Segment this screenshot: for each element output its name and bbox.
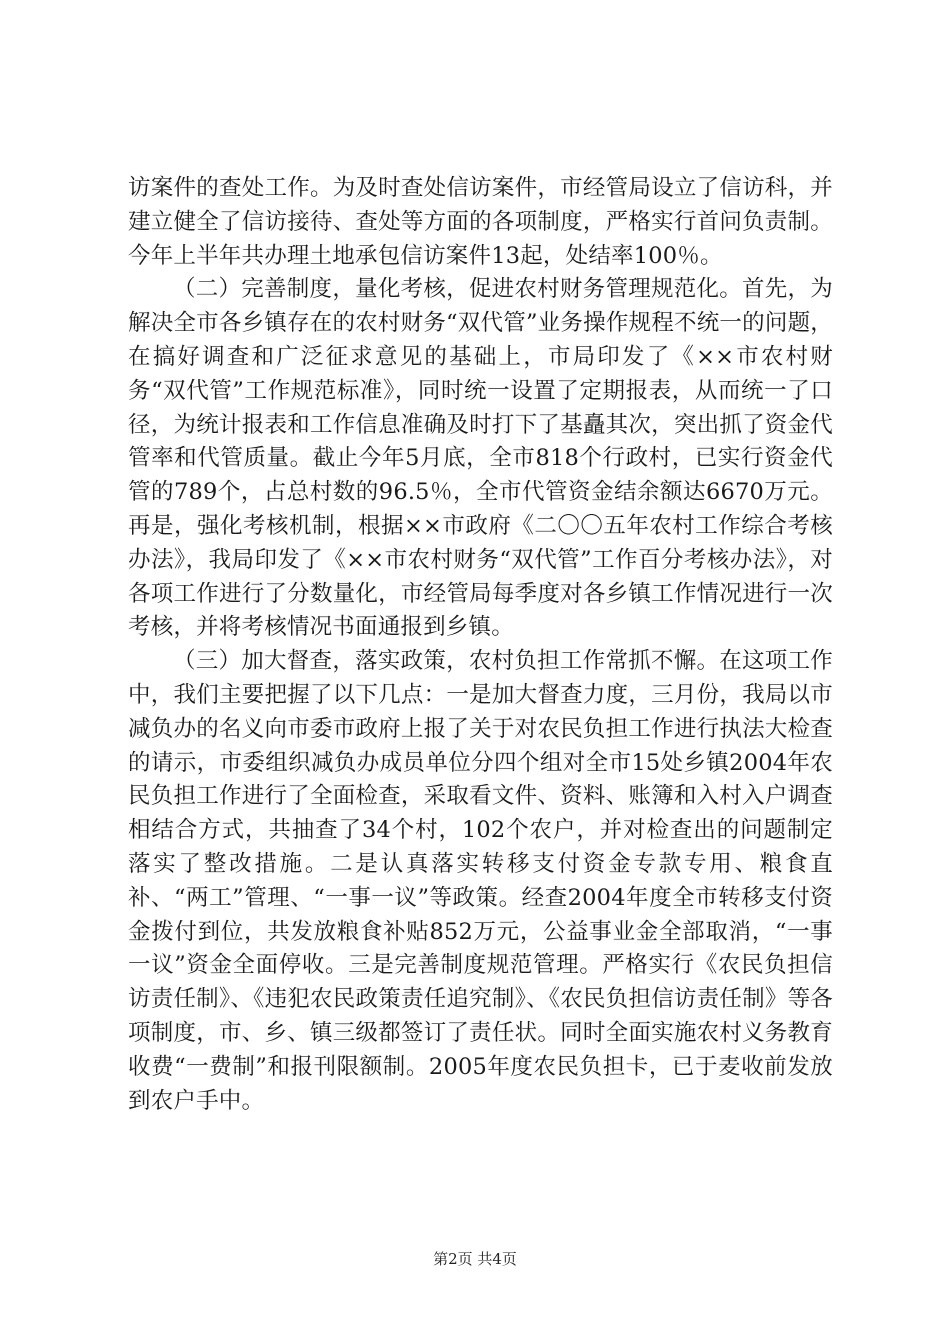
document-body (128, 172, 833, 1118)
page-footer: 第2页 共4页 (433, 1250, 517, 1268)
paragraph-continuation: 访案件的查处工作。为及时查处信访案件，市经管局设立了信访科，并建立健全了信访接待、查处等方面的各项制度，严格实行首问负责制。今年上半年共办理土地承包信访案件13起，处结率100％。 (128, 175, 833, 269)
paragraph-financial-management: （二）完善制度，量化考核，促进农村财务管理规范化。首先，为解决全市各乡镇存在的农村财务“双代管”业务操作规程不统一的问题，在搞好调查和广泛征求意见的基础上，市局印发了《××市农村财务“双代管”工作规范标准》，同时统一设置了定期报表，从而统一了口径，为统计报表和工作信息准确及时打下了基矗其次，突出抓了资金代管率和代管质量。截止今年5月底，全市818个行政村，已实行资金代管的789个，占总村数的96.5％，全市代管资金结余额达6670万元。再是，强化考核机制，根据××市政府《二〇〇五年农村工作综合考核办法》，我局印发了《××市农村财务“双代管”工作百分考核办法》，对各项工作进行了分数量化，市经管局每季度对各乡镇工作情况进行一次考核，并将考核情况书面通报到乡镇。 (128, 276, 833, 641)
paragraph-farmer-burden: （三）加大督查，落实政策，农村负担工作常抓不懈。在这项工作中，我们主要把握了以下几点：一是加大督查力度，三月份，我局以市减负办的名义向市委市政府上报了关于对农民负担工作进行执法大检查的请示，市委组织减负办成员单位分四个组对全市15处乡镇2004年农民负担工作进行了全面检查，采取看文件、资料、账簿和入村入户调查相结合方式，共抽查了34个村，102个农户，并对检查出的问题制定落实了整改措施。二是认真落实转移支付资金专款专用、粮食直补、“两工”管理、“一事一议”等政策。经查2004年度全市转移支付资金拨付到位，共发放粮食补贴852万元，公益事业金全部取消，“一事一议”资金全面停收。三是完善制度规范管理。严格实行《农民负担信访责任制》、《违犯农民政策责任追究制》、《农民负担信访责任制》等各项制度，市、乡、镇三级都签订了责任状。同时全面实施农村义务教育收费“一费制”和报刊限额制。2005年度农民负担卡，已于麦收前发放到农户手中。 (128, 648, 833, 1114)
